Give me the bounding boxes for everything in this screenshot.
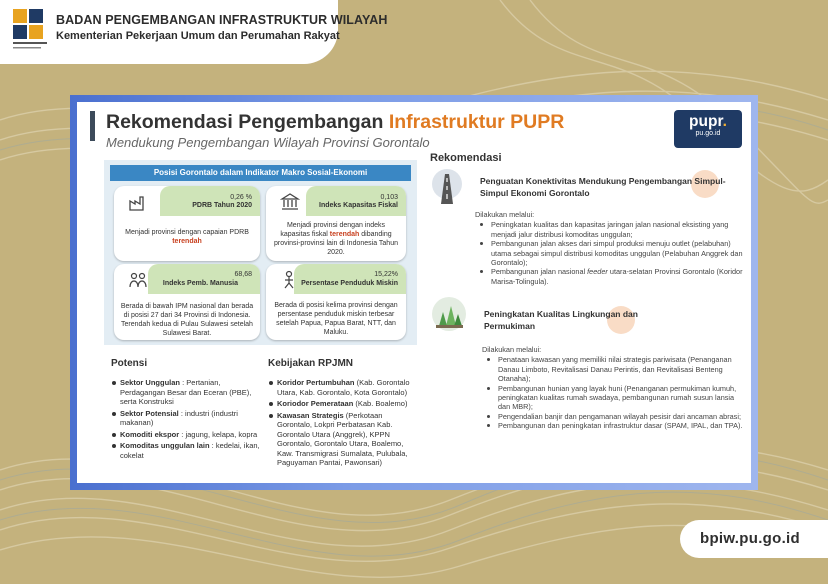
kebijakan-list <box>268 378 418 470</box>
list-item: Pembangunan hunian yang layak huni (Penanganan permukiman kumuh, peningkatan kualitas rumah swadaya, pembangunan rumah susun lansia dan MBR); <box>482 384 746 412</box>
indicator-desc: Menjadi provinsi dengan indeks kapasitas fiskal terendah dibanding provinsi-provinsi lain di Indonesia Tahun 2020. <box>273 222 398 256</box>
indicator-label: Persentase Penduduk Miskin <box>301 280 398 287</box>
indicator-value: 15,22% <box>374 271 398 278</box>
indicator-card-pdrb <box>114 186 260 261</box>
macro-indicator-panel <box>104 160 417 345</box>
list-item: Penataan kawasan yang memiliki nilai strategis pariwisata (Penanganan Danau Limboto, Revitalisasi Danau Perintis, dan Revitalisasi Benteng Otanaha); <box>482 355 746 383</box>
indicator-bar <box>148 264 260 294</box>
rekomendasi-intro: Dilakukan melalui: <box>482 345 542 354</box>
macro-heading: Posisi Gorontalo dalam Indikator Makro Sosial-Ekonomi <box>110 165 411 181</box>
potensi-list <box>111 378 263 462</box>
indicator-card-fiskal <box>266 186 406 261</box>
list-item: Pengendalian banjir dan pengamanan wilayah pesisir dari ancaman abrasi; <box>482 412 746 421</box>
rekomendasi-body-1 <box>475 210 747 286</box>
slide-frame <box>70 95 758 490</box>
indicator-desc: Berada di posisi kelima provinsi dengan persentase penduduk miskin terbesar setelah Papua, Papua Barat, NTT, dan Maluku. <box>274 302 398 336</box>
indicator-bar <box>160 186 260 216</box>
list-item: Kawasan Strategis (Perkotaan Gorontalo, Lokpri Perbatasan Kab. Gorontalo Utara (Anggrek), KPPN Gorontalo, Gorontalo Utara, Boalemo, Kaw. Transmigrasi Sumalata, Pulubala, Paguyaman Pantai, Pawonsari) <box>268 411 418 468</box>
rekomendasi-title-2: Peningkatan Kualitas Lingkungan dan Permukiman <box>484 309 638 331</box>
indicator-label: Indeks Kapasitas Fiskal <box>319 202 398 209</box>
pupr-badge-sub: pu.go.id <box>695 130 721 137</box>
list-item: Koriodor Pemerataan (Kab. Boalemo) <box>268 399 418 409</box>
list-item: Koridor Pertumbuhan (Kab. Gorontalo Utara, Kab. Gorontalo, Kota Gorontalo) <box>268 378 418 397</box>
people-icon <box>128 270 148 290</box>
indicator-bar <box>306 186 406 216</box>
slide <box>77 102 751 483</box>
pupr-badge-text: pupr <box>689 113 723 130</box>
environment-icon <box>431 294 467 334</box>
list-item: Pembangunan dan peningkatan infrastruktur dasar (SPAM, IPAL, dan TPA). <box>482 421 746 430</box>
poverty-icon <box>280 270 300 290</box>
pupr-badge-dot: . <box>722 113 727 130</box>
indicator-value: 0,103 <box>380 194 398 201</box>
ministry-name: Kementerian Pekerjaan Umum dan Perumahan Rakyat <box>56 30 340 42</box>
indicator-card-miskin <box>266 264 406 340</box>
indicator-value: 0,26 % <box>230 194 252 201</box>
indicator-value: 68,68 <box>234 271 252 278</box>
pupr-badge-main <box>674 113 742 131</box>
website-url[interactable]: bpiw.pu.go.id <box>700 530 800 547</box>
rekomendasi-title-1: Penguatan Konektivitas Mendukung Pengembangan Simpul-Simpul Ekonomi Gorontalo <box>480 176 726 198</box>
slide-subtitle: Mendukung Pengembangan Wilayah Provinsi Gorontalo <box>106 135 430 150</box>
road-icon <box>431 168 463 206</box>
title-highlight: Infrastruktur PUPR <box>388 111 565 133</box>
indicator-desc: Berada di bawah IPM nasional dan berada di posisi 27 dari 34 Provinsi di Indonesia. Terendah kedua di Pulau Sulawesi setelah Sulawesi Barat. <box>120 303 254 337</box>
list-item: Sektor Potensial : industri (industri makanan) <box>111 409 263 428</box>
kebijakan-heading: Kebijakan RPJMN <box>268 358 354 369</box>
rekomendasi-intro: Dilakukan melalui: <box>475 210 535 219</box>
indicator-card-ipm <box>114 264 260 340</box>
rekomendasi-body-2 <box>482 345 746 431</box>
header-banner <box>0 0 388 64</box>
slide-title <box>106 111 564 134</box>
title-part1: Rekomendasi Pengembangan <box>106 111 389 133</box>
list-item: Sektor Unggulan : Pertanian, Perdagangan Besar dan Eceran (PBE), serta Konstruksi <box>111 378 263 407</box>
potensi-heading: Potensi <box>111 358 148 369</box>
list-item: Pembangunan jalan akses dari simpul produksi menuju outlet (pelabuhan) utama sebagai simpul distribusi komoditas unggulan (Pelabuhan Anggrek dan Gorontalo); <box>475 239 747 267</box>
pupr-badge <box>674 110 742 148</box>
org-name: BADAN PENGEMBANGAN INFRASTRUKTUR WILAYAH <box>56 13 388 27</box>
list-item: Peningkatan kualitas dan kapasitas jaringan jalan nasional eksisting yang menjadi jalur distribusi komoditas unggulan; <box>475 220 747 239</box>
rekomendasi-heading: Rekomendasi <box>430 152 502 164</box>
indicator-label: PDRB Tahun 2020 <box>192 202 252 209</box>
list-item: Komoditas unggulan lain : kedelai, ikan, cokelat <box>111 441 263 460</box>
title-accent-bar <box>90 111 95 141</box>
pupr-logo-icon <box>13 9 51 57</box>
indicator-bar <box>294 264 406 294</box>
factory-icon <box>128 192 148 212</box>
indicator-desc: Menjadi provinsi dengan capaian PDRB terendah <box>125 229 249 245</box>
list-item: Komoditi ekspor : jagung, kelapa, kopra <box>111 430 263 440</box>
website-url-tag <box>680 520 828 558</box>
list-item: Pembangunan jalan nasional feeder utara-selatan Provinsi Gorontalo (Koridor Marisa-Tolingula). <box>475 267 747 286</box>
indicator-label: Indeks Pemb. Manusia <box>162 280 238 287</box>
bank-icon <box>280 192 300 212</box>
